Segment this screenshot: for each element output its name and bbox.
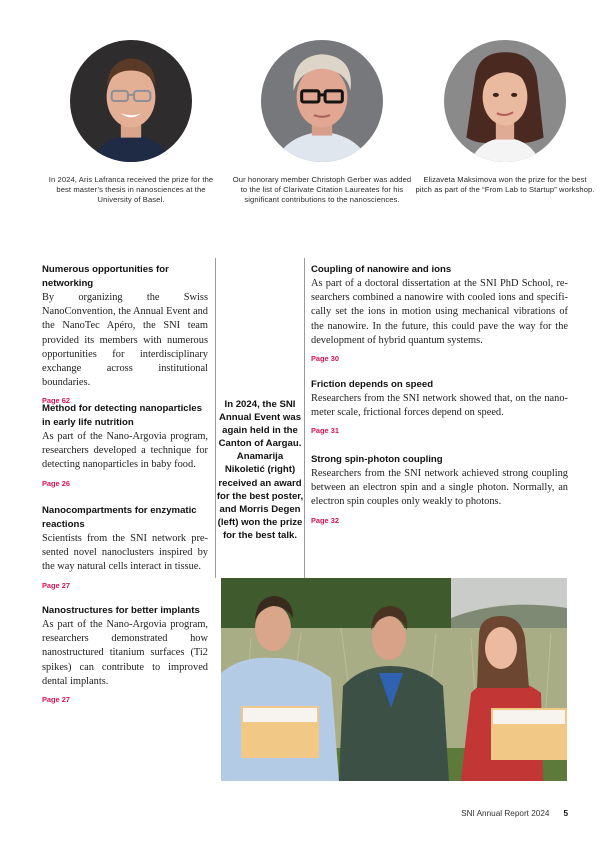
portrait-block-maksimova [415, 40, 595, 195]
page-link[interactable]: Page 62 [42, 396, 70, 406]
page-footer [461, 809, 568, 818]
column-divider-right [304, 258, 305, 578]
article-nanocompartments [42, 504, 208, 593]
man-portrait-image [261, 40, 383, 162]
article-body: As part of the Nano-Argovia program, researchers developed a technique for detecting nanoparticles in baby food. [42, 431, 208, 471]
article-friction [311, 378, 568, 438]
portrait-caption: Elizaveta Maksimova won the prize for the best pitch as part of the “From Lab to Startup” workshop. [415, 175, 595, 195]
article-body: Researchers from the SNI network achieved strong coupling between an electron spin and a single photon. Normally, an electron spin couples only weakly to photons. [311, 468, 568, 508]
article-title: Coupling of nanowire and ions [311, 264, 452, 275]
page-number: 5 [563, 809, 568, 818]
group-photo [221, 578, 567, 781]
article-body: As part of a doctoral dissertation at the SNI PhD School, researchers combined a nanowire with cooled ions and specifically set the ions in motion using mechanical vibrations of the nanowire. In the future, this could pave the way for the development of hybrid quantum systems. [311, 278, 568, 346]
article-nanoparticles-nutrition [42, 402, 208, 491]
man-portrait-image [70, 40, 192, 162]
page-link[interactable]: Page 27 [42, 580, 70, 590]
article-implants [42, 604, 208, 707]
page-link[interactable]: Page 32 [311, 515, 339, 525]
award-winners-image [221, 578, 567, 781]
portrait-caption: Our honorary member Christoph Gerber was added to the list of Clarivate Citation Laureates for his significant contributions to the nanosciences. [232, 175, 412, 205]
portrait-photo-lafranca [70, 40, 192, 162]
page-link[interactable]: Page 30 [311, 354, 339, 364]
portrait-caption: In 2024, Aris Lafranca received the prize for the best master’s thesis in nanosciences at the University of Basel. [48, 175, 214, 205]
article-title: Nanocompartments for enzymatic reactions [42, 505, 197, 530]
article-spin-photon [311, 453, 568, 528]
portrait-photo-gerber [261, 40, 383, 162]
page-link[interactable]: Page 26 [42, 478, 70, 488]
article-title: Nanostructures for better implants [42, 605, 200, 616]
article-title: Friction depends on speed [311, 379, 434, 390]
woman-portrait-image [444, 40, 566, 162]
article-title: Numerous opportunities for networking [42, 264, 169, 289]
article-body: Scientists from the SNI network presented novel nanoclusters inspired by the way natural cells interact in tissue. [42, 533, 208, 573]
portrait-block-gerber [232, 40, 412, 206]
article-title: Method for detecting nanoparticles in early life nutrition [42, 403, 202, 428]
article-nanowire-ions [311, 263, 568, 366]
portrait-block-lafranca [41, 40, 221, 206]
report-title: SNI Annual Report 2024 [461, 809, 550, 818]
article-title: Strong spin-photon coupling [311, 454, 443, 465]
article-networking [42, 263, 208, 408]
page-link[interactable]: Page 31 [311, 426, 339, 436]
article-body: Researchers from the SNI network showed that, on the nanometer scale, frictional forces depend on speed. [311, 393, 568, 419]
article-body: By organizing the Swiss NanoConvention, the Annual Event and the NanoTec Apéro, the SNI team provided its members with numerous opportunities for interdisciplinary exchange across institutional boundaries. [42, 292, 208, 389]
group-photo-caption: In 2024, the SNI Annual Event was again held in the Canton of Aargau. Anamarija Nikoletić (right) received an award for the best poster, and Morris Degen (left) won the prize for the best talk. [216, 399, 304, 541]
page-link[interactable]: Page 27 [42, 695, 70, 705]
portrait-photo-maksimova [444, 40, 566, 162]
article-body: As part of the Nano-Argovia program, researchers demonstrated how nanostructured titanium surfaces (Ti2 spikes) can contribute to improved dental implants. [42, 619, 208, 687]
